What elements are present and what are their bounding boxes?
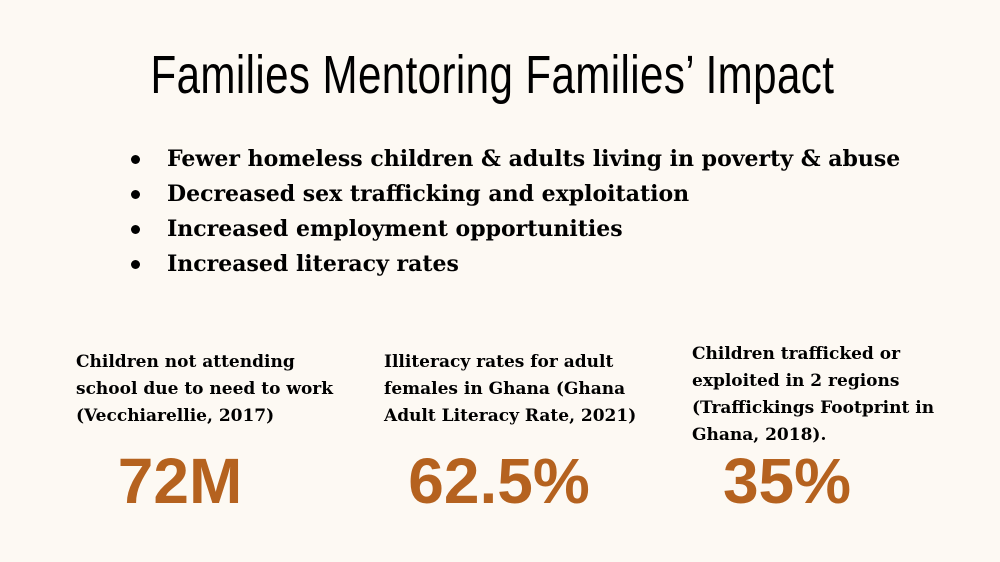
bullet-item	[130, 212, 900, 247]
stat-label-line: females in Ghana (Ghana	[384, 379, 626, 399]
bullet-item	[130, 177, 900, 212]
stat-children-trafficked	[692, 341, 992, 517]
bullet-text: Increased employment opportunities	[167, 216, 623, 242]
stat-label	[384, 349, 684, 430]
stat-label-line: exploited in 2 regions	[692, 371, 900, 391]
stat-label	[76, 349, 376, 430]
slide-title: Families Mentoring Families’ Impact	[150, 45, 835, 105]
impact-bullet-list	[130, 142, 900, 282]
stat-label-line: (Vecchiarellie, 2017)	[76, 406, 275, 426]
stat-label-line: (Traffickings Footprint in	[692, 398, 935, 418]
bullet-dot-icon	[131, 225, 140, 234]
bullet-item	[130, 142, 900, 177]
stat-value: 62.5%	[408, 445, 590, 517]
stat-value: 72M	[117, 445, 243, 517]
bullet-text: Fewer homeless children & adults living in poverty & abuse	[167, 146, 901, 172]
stat-label-line: Children trafficked or	[692, 344, 901, 364]
stat-value: 35%	[722, 445, 852, 517]
stat-label-line: Ghana, 2018).	[692, 425, 827, 445]
bullet-dot-icon	[131, 260, 140, 269]
bullet-dot-icon	[131, 190, 140, 199]
stat-label-line: Adult Literacy Rate, 2021)	[384, 406, 637, 426]
bullet-dot-icon	[131, 155, 140, 164]
stat-label-line: school due to need to work	[76, 379, 334, 399]
stat-children-not-in-school	[76, 349, 376, 517]
stat-illiteracy-rate	[384, 349, 684, 517]
stat-label	[692, 341, 992, 449]
stat-label-line: Children not attending	[76, 352, 295, 372]
bullet-text: Increased literacy rates	[167, 251, 459, 277]
bullet-text: Decreased sex trafficking and exploitation	[167, 181, 690, 207]
stat-label-line: Illiteracy rates for adult	[384, 352, 614, 372]
bullet-item	[130, 247, 900, 282]
